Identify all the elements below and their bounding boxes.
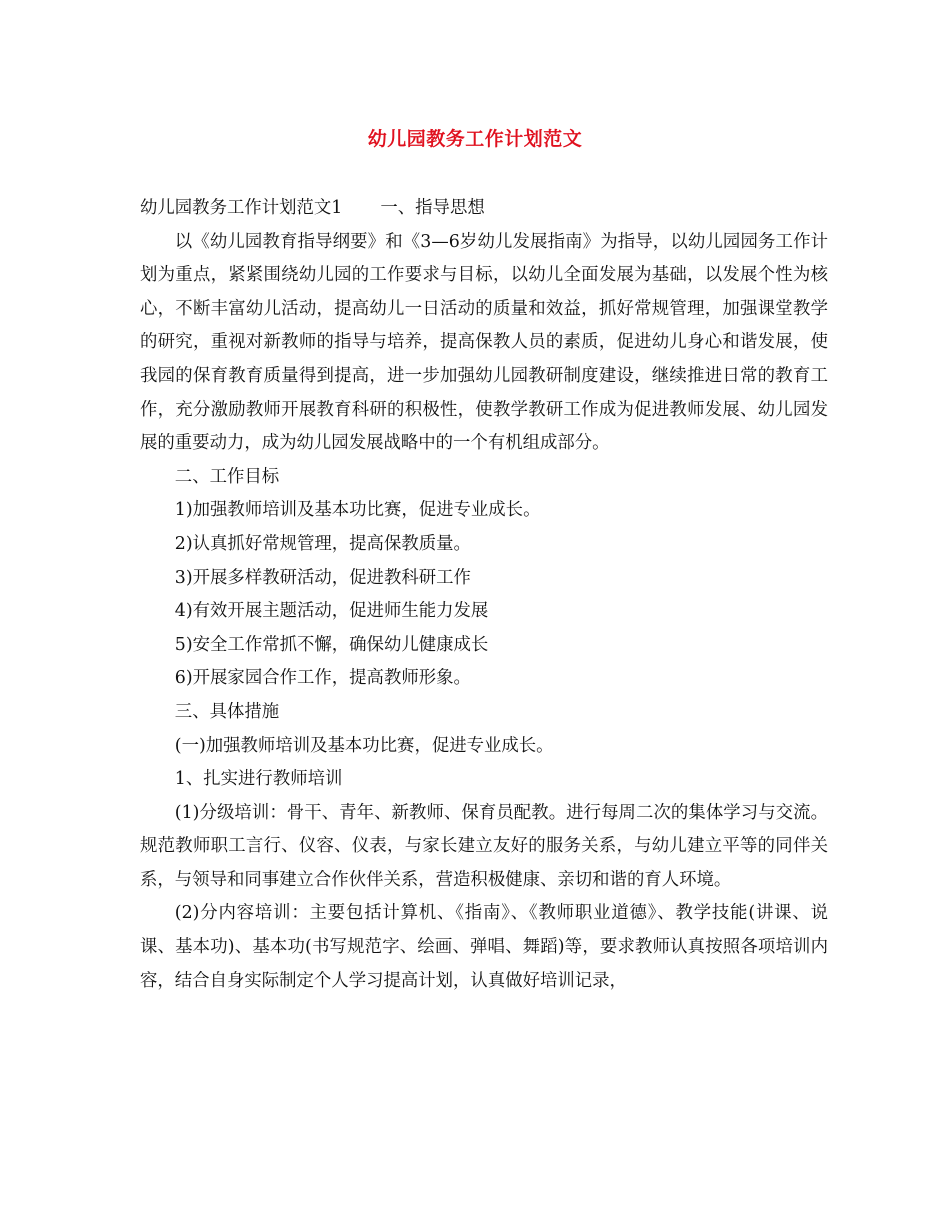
training-paragraph-2: (2)分内容培训：主要包括计算机、《指南》、《教师职业道德》、教学技能(讲课、说课、基本功)、基本功(书写规范字、绘画、弹唱、舞蹈)等，要求教师认真按照各项培训内容，结合自身实际制定个人学习提高计划，认真做好培训记录， [140,903,828,991]
goal-item: 3)开展多样教研活动，促进教科研工作 [174,567,471,588]
heading-prefix: 幼儿园教务工作计划范文1 [140,198,343,218]
document-title: 幼儿园教务工作计划范文 [367,128,583,150]
section1-heading-line [140,192,828,226]
item1-heading: 1、扎实进行教师培训 [174,769,343,790]
goal-item: 5)安全工作常抓不懈，确保幼儿健康成长 [174,634,489,655]
goal-item: 6)开展家园合作工作，提高教师形象。 [174,668,471,689]
section1-paragraph: 以《幼儿园教育指导纲要》和《3—6岁幼儿发展指南》为指导，以幼儿园园务工作计划为重点，紧紧围绕幼儿园的工作要求与目标，以幼儿全面发展为基础，以发展个性为核心，不断丰富幼儿活动，提高幼儿一日活动的质量和效益，抓好常规管理，加强课堂教学的研究，重视对新教师的指导与培养，提高保教人员的素质，促进幼儿身心和谐发展，使我园的保育教育质量得到提高，进一步加强幼儿园教研制度建设，继续推进日常的教育工作，充分激励教师开展教育科研的积极性，使教学教研工作成为促进教师发展、幼儿园发展的重要动力，成为幼儿园发展战略中的一个有机组成部分。 [140,231,828,454]
section2-heading: 二、工作目标 [174,466,280,487]
section1-heading: 一、指导思想 [380,198,485,218]
training-paragraph-1: (1)分级培训：骨干、青年、新教师、保育员配教。进行每周二次的集体学习与交流。规范教师职工言行、仪容、仪表，与家长建立友好的服务关系，与幼儿建立平等的同伴关系，与领导和同事建立合作伙伴关系，营造积极健康、亲切和谐的育人环境。 [140,802,828,890]
document-body [140,192,828,998]
measure1-heading: (一)加强教师培训及基本功比赛，促进专业成长。 [174,735,554,756]
goal-item: 1)加强教师培训及基本功比赛，促进专业成长。 [174,500,541,521]
goal-item: 2)认真抓好常规管理，提高保教质量。 [174,533,471,554]
goal-item: 4)有效开展主题活动，促进师生能力发展 [174,601,489,622]
section3-heading: 三、具体措施 [174,701,280,722]
